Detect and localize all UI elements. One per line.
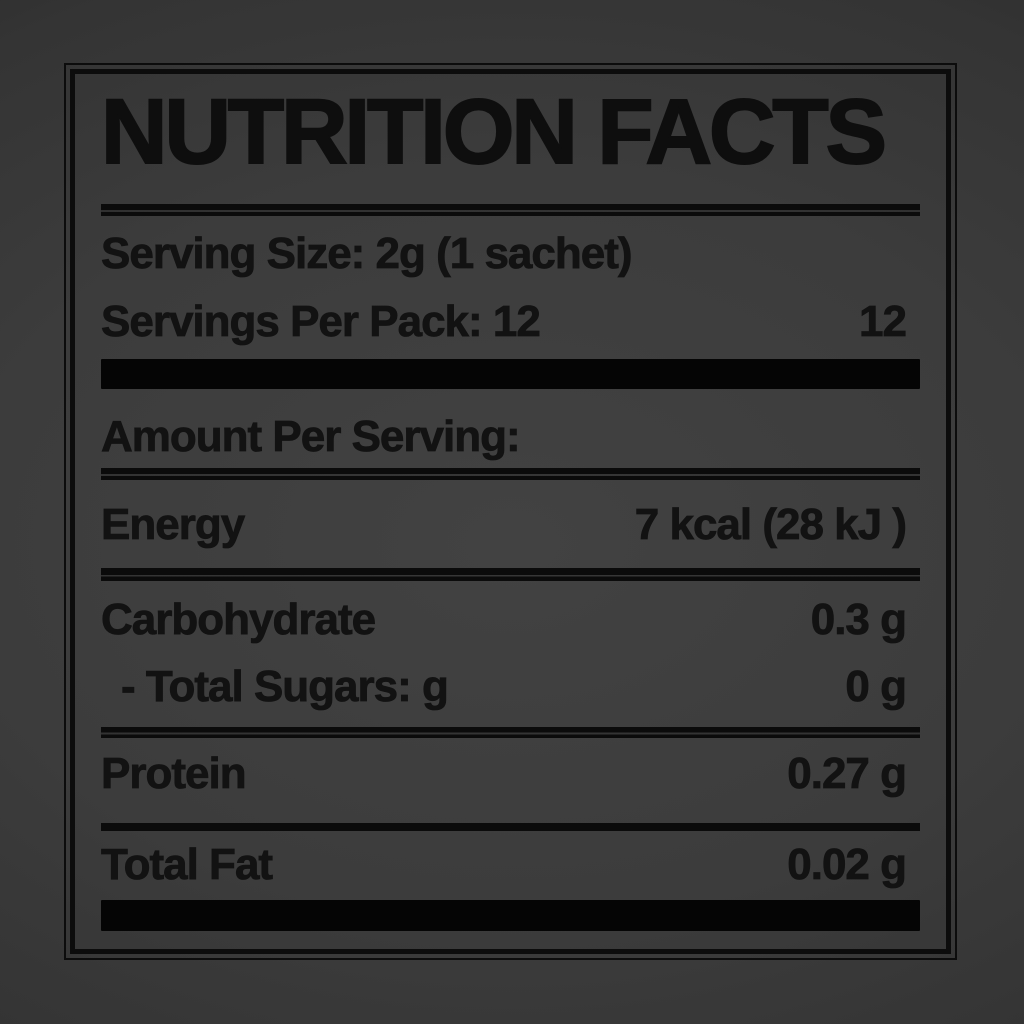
total-fat-label: Total Fat [101, 840, 273, 889]
serving-size-text: Serving Size: 2g (1 sachet) [101, 229, 632, 278]
servings-per-pack-text: Servings Per Pack: 12 [101, 297, 540, 346]
nutrition-label-frame [70, 69, 951, 954]
separator-bar-top [101, 359, 920, 389]
divider-under-energy [101, 568, 920, 581]
serving-size-row [101, 231, 920, 277]
divider-under-amount-header [101, 468, 920, 480]
divider-under-protein [101, 823, 920, 831]
separator-bar-bottom [101, 900, 920, 931]
total-sugars-value: 0 g [845, 662, 906, 711]
carbohydrate-label: Carbohydrate [101, 595, 376, 644]
divider-under-total-sugars [101, 727, 920, 738]
servings-per-pack-row [101, 299, 920, 345]
nutrient-row-total-sugars [101, 664, 920, 710]
nutrient-row-protein [101, 751, 920, 797]
protein-label: Protein [101, 749, 246, 798]
total-fat-value: 0.02 g [787, 840, 906, 889]
amount-per-serving-text: Amount Per Serving: [101, 412, 520, 461]
total-sugars-label: - Total Sugars: g [121, 662, 448, 711]
carbohydrate-value: 0.3 g [810, 595, 906, 644]
protein-value: 0.27 g [787, 749, 906, 798]
nutrition-label [64, 63, 957, 960]
divider-under-title [101, 204, 920, 216]
nutrient-row-total-fat [101, 842, 920, 888]
servings-per-pack-value: 12 [859, 297, 906, 346]
amount-per-serving-header [101, 414, 920, 460]
nutrient-row-energy [101, 502, 920, 548]
label-title: NUTRITION FACTS [101, 81, 884, 183]
energy-label: Energy [101, 500, 245, 549]
nutrient-row-carbohydrate [101, 597, 920, 643]
energy-value: 7 kcal (28 kJ ) [634, 500, 906, 549]
